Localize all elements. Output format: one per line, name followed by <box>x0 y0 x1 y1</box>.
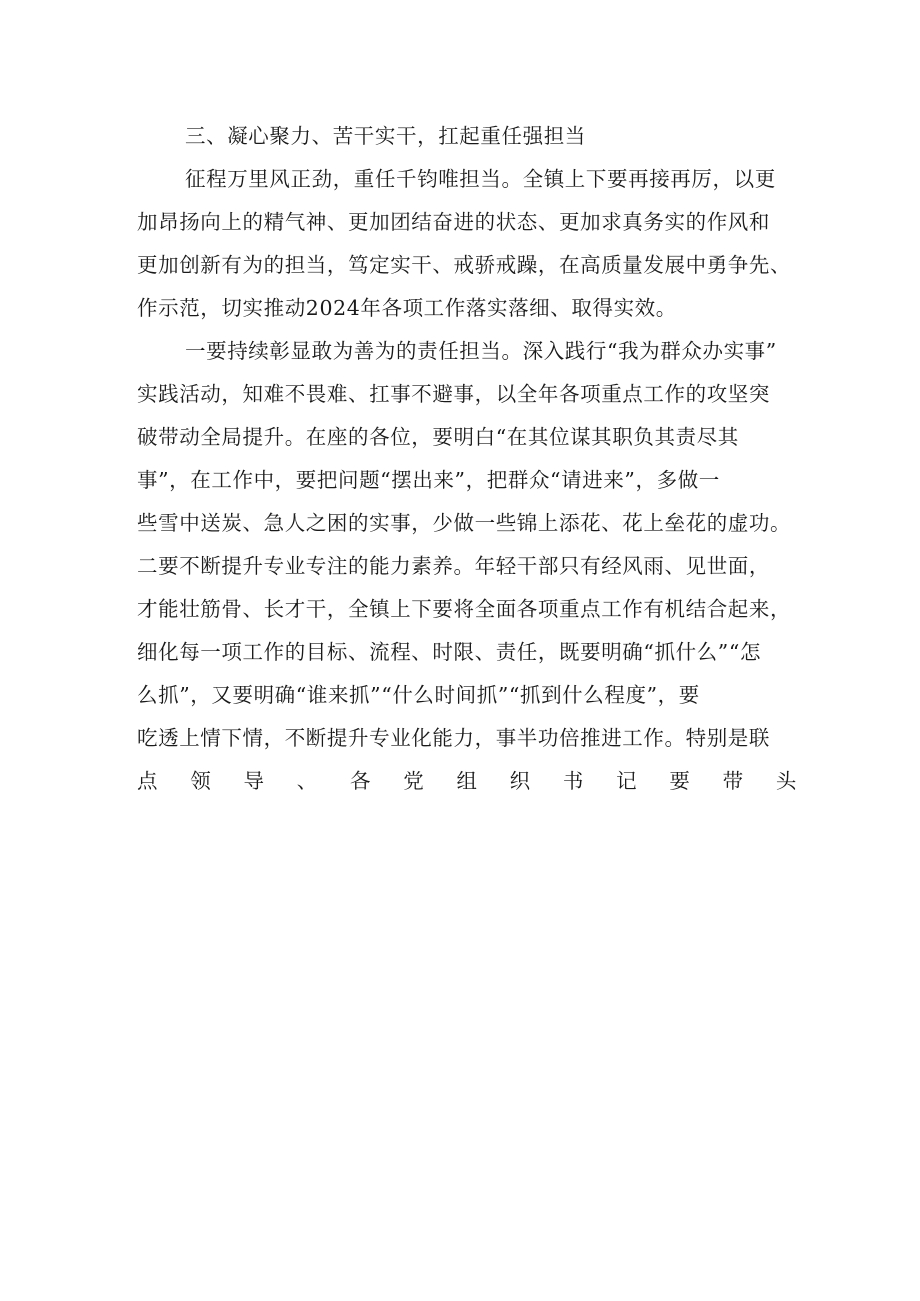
section-heading: 三、凝心聚力、苦干实干，扛起重任强担当 <box>185 124 586 148</box>
paragraph-line: 更加创新有为的担当，笃定实干、戒骄戒躁，在高质量发展中勇争先、 <box>137 253 792 277</box>
paragraph-line: 一要持续彰显敢为善为的责任担当。深入践行“我为群众办实事” <box>185 339 777 363</box>
paragraph-line: 加昂扬向上的精气神、更加团结奋进的状态、更加求真务实的作风和 <box>137 210 770 234</box>
paragraph-line: 作示范，切实推动2024年各项工作落实落细、取得实效。 <box>137 296 677 320</box>
paragraph-line: 征程万里风正劲，重任千钧唯担当。全镇上下要再接再厉，以更 <box>185 167 776 191</box>
paragraph-line: 实践活动，知难不畏难、扛事不避事，以全年各项重点工作的攻坚突 <box>137 382 770 406</box>
paragraph-line: 事”，在工作中，要把问题“摆出来”，把群众“请进来”，多做一 <box>137 468 720 492</box>
paragraph-line: 细化每一项工作的目标、流程、时限、责任，既要明确“抓什么”“怎 <box>137 640 762 664</box>
paragraph-line: 些雪中送炭、急人之困的实事，少做一些锦上添花、花上垒花的虚功。 <box>137 511 792 535</box>
paragraph-line: 么抓”，又要明确“谁来抓”“什么时间抓”“抓到什么程度”，要 <box>137 683 700 707</box>
paragraph-line: 点 领 导 、 各 党 组 织 书 记 要 带 头 <box>137 769 797 793</box>
paragraph-line: 二要不断提升专业专注的能力素养。年轻干部只有经风雨、见世面， <box>137 554 770 578</box>
paragraph-line: 才能壮筋骨、长才干，全镇上下要将全面各项重点工作有机结合起来， <box>137 597 792 621</box>
paragraph-line: 破带动全局提升。在座的各位，要明白“在其位谋其职负其责尽其 <box>137 425 739 449</box>
paragraph-line: 吃透上情下情，不断提升专业化能力，事半功倍推进工作。特别是联 <box>137 726 770 750</box>
